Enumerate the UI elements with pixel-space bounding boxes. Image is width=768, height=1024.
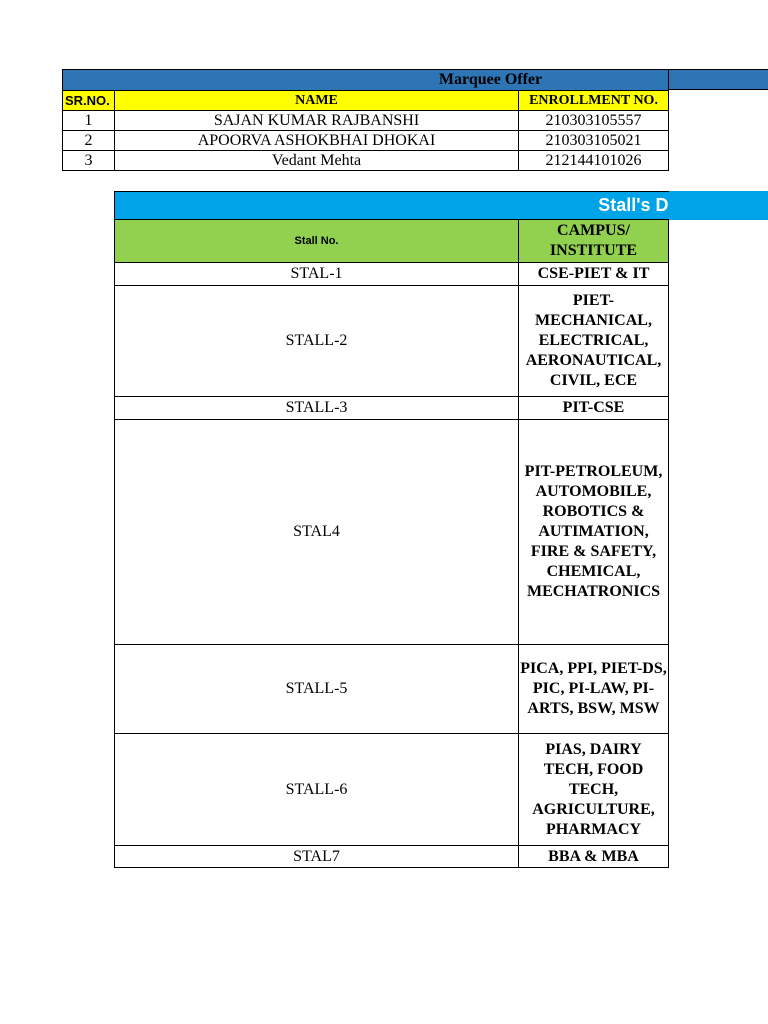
table-row [63, 111, 669, 131]
marquee-header-row [63, 91, 669, 111]
stalls-header-row [115, 220, 669, 263]
cell-name: APOORVA ASHOKBHAI DHOKAI [115, 131, 519, 151]
cell-stall: STALL-2 [115, 286, 519, 397]
marquee-title-bar-extension [668, 69, 768, 90]
header-enrollment: ENROLLMENT NO. [519, 91, 669, 111]
table-row [115, 846, 669, 868]
table-row [115, 263, 669, 286]
stall-title-bar-extension [668, 191, 768, 220]
cell-srno: 1 [63, 111, 115, 131]
cell-campus: PIT-PETROLEUM, AUTOMOBILE, ROBOTICS & AUTIMATION, FIRE & SAFETY, CHEMICAL, MECHATRONICS [519, 420, 669, 645]
cell-srno: 3 [63, 151, 115, 171]
cell-campus: BBA & MBA [519, 846, 669, 868]
table-row [115, 645, 669, 734]
cell-stall: STAL-1 [115, 263, 519, 286]
header-stall-no: Stall No. [115, 220, 519, 263]
cell-name: Vedant Mehta [115, 151, 519, 171]
cell-stall: STALL-3 [115, 397, 519, 420]
header-srno: SR.NO. [63, 91, 115, 111]
cell-enrollment: 210303105557 [519, 111, 669, 131]
table-row [115, 286, 669, 397]
cell-stall: STAL4 [115, 420, 519, 645]
marquee-title-row [63, 70, 669, 91]
table-row [63, 151, 669, 171]
cell-campus: PIT-CSE [519, 397, 669, 420]
cell-campus: PIAS, DAIRY TECH, FOOD TECH, AGRICULTURE, PHARMACY [519, 734, 669, 846]
table-row [115, 420, 669, 645]
stalls-title: Stall's D [115, 192, 669, 220]
cell-enrollment: 212144101026 [519, 151, 669, 171]
table-row [115, 734, 669, 846]
cell-campus: PICA, PPI, PIET-DS, PIC, PI-LAW, PI-ARTS, BSW, MSW [519, 645, 669, 734]
cell-enrollment: 210303105021 [519, 131, 669, 151]
cell-stall: STALL-5 [115, 645, 519, 734]
stalls-title-row [115, 192, 669, 220]
table-row [63, 131, 669, 151]
marquee-offer-table [62, 69, 669, 171]
cell-stall: STALL-6 [115, 734, 519, 846]
header-campus: CAMPUS/ INSTITUTE [519, 220, 669, 263]
stalls-table [114, 191, 669, 868]
cell-stall: STAL7 [115, 846, 519, 868]
cell-campus: PIET-MECHANICAL, ELECTRICAL, AERONAUTICAL, CIVIL, ECE [519, 286, 669, 397]
cell-campus: CSE-PIET & IT [519, 263, 669, 286]
cell-srno: 2 [63, 131, 115, 151]
cell-name: SAJAN KUMAR RAJBANSHI [115, 111, 519, 131]
table-row [115, 397, 669, 420]
header-name: NAME [115, 91, 519, 111]
marquee-title: Marquee Offer [63, 70, 669, 91]
